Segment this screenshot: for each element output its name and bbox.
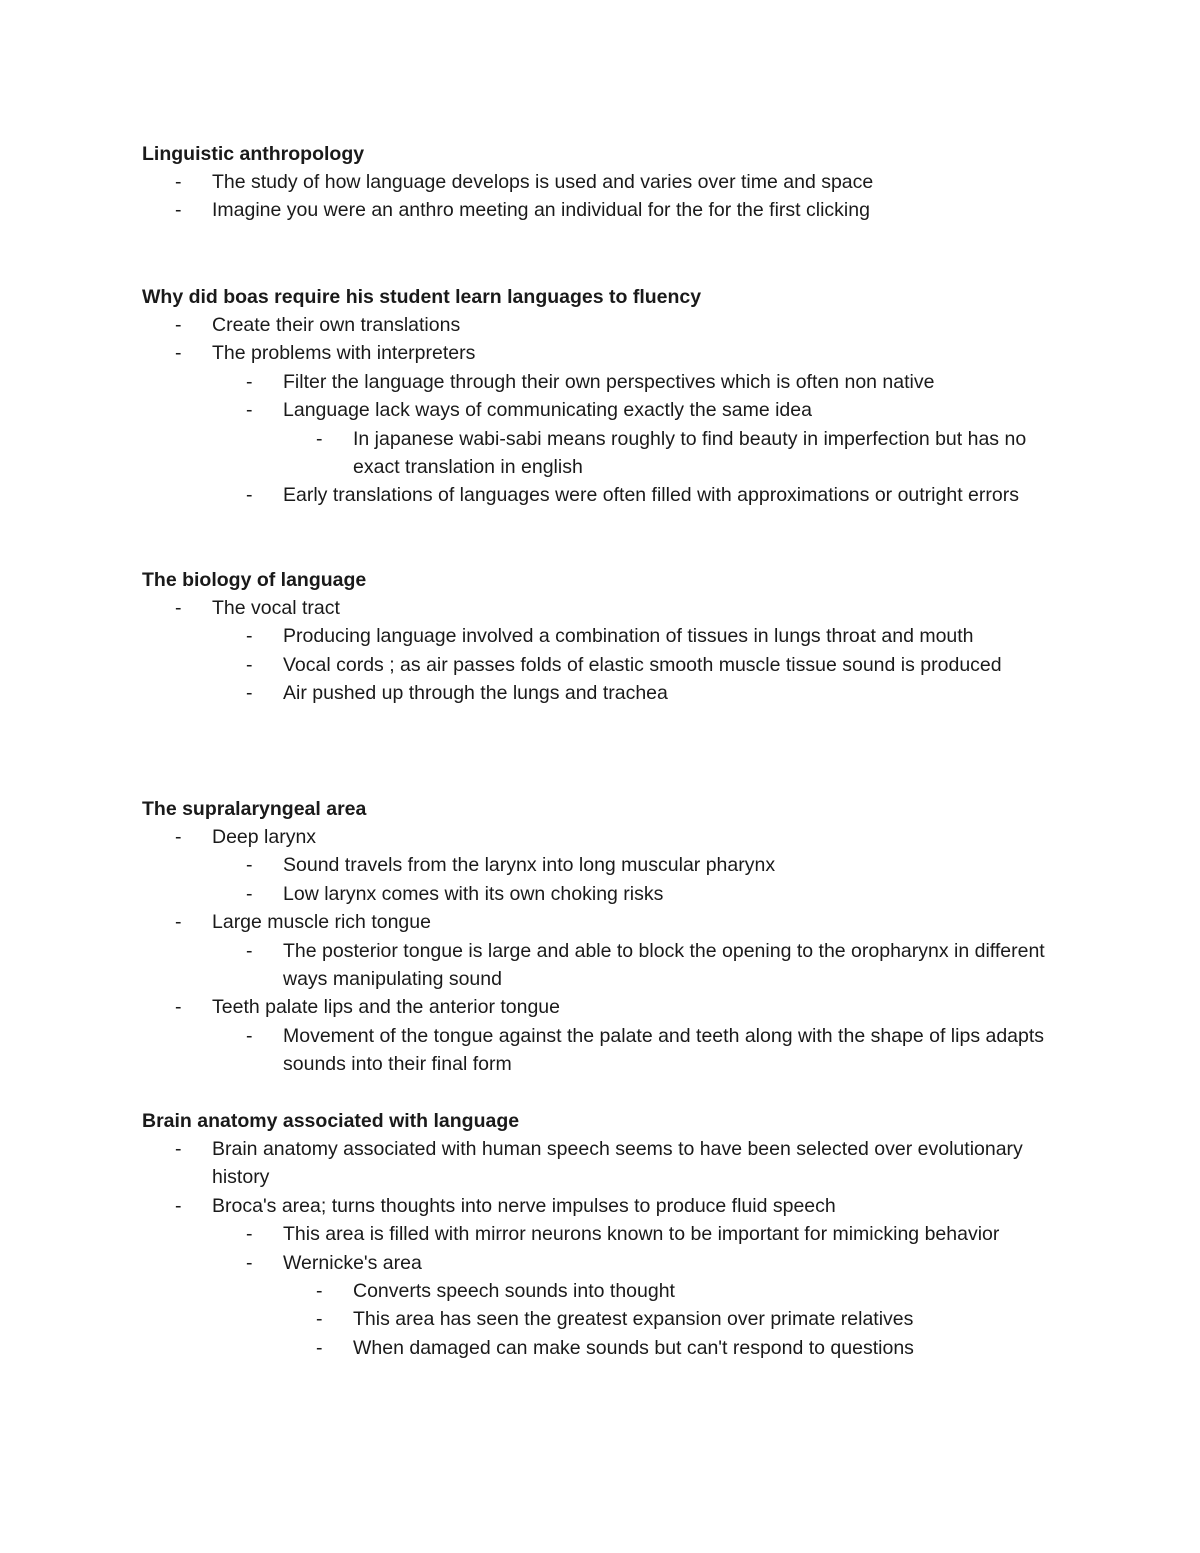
section-boas-fluency bbox=[142, 283, 1072, 510]
dash-bullet-icon: - bbox=[175, 171, 182, 193]
list-item bbox=[142, 823, 1072, 851]
list-item-text: Movement of the tongue against the palate and teeth along with the shape of lips adapts sounds into their final form bbox=[283, 1024, 1045, 1076]
list-item-text: Vocal cords ; as air passes folds of elastic smooth muscle tissue sound is produced bbox=[283, 653, 1002, 676]
list-item-text: Wernicke's area bbox=[283, 1251, 422, 1274]
dash-bullet-icon: - bbox=[175, 342, 182, 365]
dash-bullet-icon: - bbox=[246, 1223, 253, 1246]
dash-bullet-icon: - bbox=[316, 1308, 323, 1331]
list-item bbox=[142, 368, 1072, 396]
bullet-list bbox=[142, 311, 1072, 510]
dash-bullet-icon: - bbox=[175, 826, 182, 848]
list-item bbox=[142, 594, 1072, 622]
list-item bbox=[142, 651, 1072, 679]
list-item bbox=[142, 311, 1072, 339]
dash-bullet-icon: - bbox=[246, 854, 253, 877]
dash-bullet-icon: - bbox=[175, 996, 182, 1019]
list-item-text: Large muscle rich tongue bbox=[212, 911, 431, 934]
dash-bullet-icon: - bbox=[175, 314, 182, 336]
dash-bullet-icon: - bbox=[246, 939, 253, 962]
list-item-text: The posterior tongue is large and able to block the opening to the oropharynx in different ways manipulating sound bbox=[283, 939, 1045, 991]
list-item-text: Converts speech sounds into thought bbox=[353, 1280, 675, 1303]
dash-bullet-icon: - bbox=[246, 370, 253, 393]
dash-bullet-icon: - bbox=[246, 682, 253, 705]
list-item-text: Brain anatomy associated with human speech seems to have been selected over evolutionary history bbox=[212, 1138, 1023, 1189]
dash-bullet-icon: - bbox=[175, 911, 182, 934]
dash-bullet-icon: - bbox=[246, 653, 253, 676]
list-item-text: The study of how language develops is used and varies over time and space bbox=[212, 171, 874, 193]
section-linguistic-anthropology bbox=[142, 140, 1072, 225]
list-item-text: In japanese wabi-sabi means roughly to find beauty in imperfection but has no exact translation in english bbox=[353, 427, 1027, 479]
list-item-text: Teeth palate lips and the anterior tongue bbox=[212, 996, 561, 1019]
list-item bbox=[142, 1249, 1072, 1277]
section-heading: Brain anatomy associated with language bbox=[142, 1110, 520, 1132]
dash-bullet-icon: - bbox=[175, 1194, 182, 1217]
dash-bullet-icon: - bbox=[175, 199, 182, 222]
list-item bbox=[142, 1334, 1072, 1362]
list-item bbox=[142, 908, 1072, 936]
dash-bullet-icon: - bbox=[246, 484, 253, 507]
dash-bullet-icon: - bbox=[246, 625, 253, 648]
list-item-text: Imagine you were an anthro meeting an individual for the for the first clicking bbox=[212, 199, 870, 222]
list-item bbox=[142, 339, 1072, 367]
list-item bbox=[142, 1277, 1072, 1305]
section-biology-of-language bbox=[142, 566, 1072, 708]
list-item-text: Deep larynx bbox=[212, 826, 317, 848]
list-item bbox=[142, 425, 1072, 482]
dash-bullet-icon: - bbox=[175, 597, 182, 619]
dash-bullet-icon: - bbox=[316, 1336, 323, 1359]
section-heading: The biology of language bbox=[142, 569, 367, 591]
bullet-list bbox=[142, 823, 1072, 1079]
dash-bullet-icon: - bbox=[246, 399, 253, 422]
section-heading: The supralaryngeal area bbox=[142, 798, 367, 820]
list-item-text: Language lack ways of communicating exactly the same idea bbox=[283, 399, 812, 422]
list-item bbox=[142, 1192, 1072, 1220]
list-item-text: The vocal tract bbox=[212, 597, 340, 619]
list-item-text: The problems with interpreters bbox=[212, 342, 476, 365]
list-item bbox=[142, 937, 1072, 994]
list-item bbox=[142, 622, 1072, 650]
list-item-text: Sound travels from the larynx into long muscular pharynx bbox=[283, 854, 776, 877]
list-item bbox=[142, 880, 1072, 908]
list-item-text: Broca's area; turns thoughts into nerve impulses to produce fluid speech bbox=[212, 1194, 836, 1217]
list-item bbox=[142, 851, 1072, 879]
list-item bbox=[142, 1220, 1072, 1248]
bullet-list bbox=[142, 168, 1072, 225]
section-supralaryngeal-area bbox=[142, 795, 1072, 1079]
list-item bbox=[142, 993, 1072, 1021]
list-item bbox=[142, 168, 1072, 196]
dash-bullet-icon: - bbox=[316, 427, 323, 450]
list-item-text: When damaged can make sounds but can't respond to questions bbox=[353, 1336, 914, 1359]
list-item bbox=[142, 196, 1072, 224]
section-heading: Why did boas require his student learn languages to fluency bbox=[142, 286, 702, 308]
section-heading: Linguistic anthropology bbox=[142, 143, 365, 165]
list-item bbox=[142, 1305, 1072, 1333]
bullet-list bbox=[142, 1135, 1072, 1362]
list-item-text: This area is filled with mirror neurons known to be important for mimicking behavior bbox=[283, 1223, 1000, 1246]
dash-bullet-icon: - bbox=[246, 1251, 253, 1274]
dash-bullet-icon: - bbox=[246, 1024, 253, 1047]
list-item bbox=[142, 679, 1072, 707]
list-item-text: Filter the language through their own perspectives which is often non native bbox=[283, 370, 935, 393]
list-item bbox=[142, 1135, 1072, 1192]
list-item-text: Low larynx comes with its own choking risks bbox=[283, 882, 664, 905]
dash-bullet-icon: - bbox=[246, 882, 253, 905]
list-item bbox=[142, 481, 1072, 509]
dash-bullet-icon: - bbox=[316, 1280, 323, 1303]
list-item bbox=[142, 396, 1072, 424]
bullet-list bbox=[142, 594, 1072, 708]
list-item-text: This area has seen the greatest expansion over primate relatives bbox=[353, 1308, 914, 1331]
list-item-text: Create their own translations bbox=[212, 314, 461, 336]
list-item-text: Air pushed up through the lungs and trachea bbox=[283, 682, 668, 705]
dash-bullet-icon: - bbox=[175, 1138, 182, 1160]
list-item bbox=[142, 1022, 1072, 1079]
list-item-text: Early translations of languages were often filled with approximations or outright errors bbox=[283, 484, 1019, 507]
list-item-text: Producing language involved a combination of tissues in lungs throat and mouth bbox=[283, 625, 974, 648]
section-brain-anatomy bbox=[142, 1107, 1072, 1362]
